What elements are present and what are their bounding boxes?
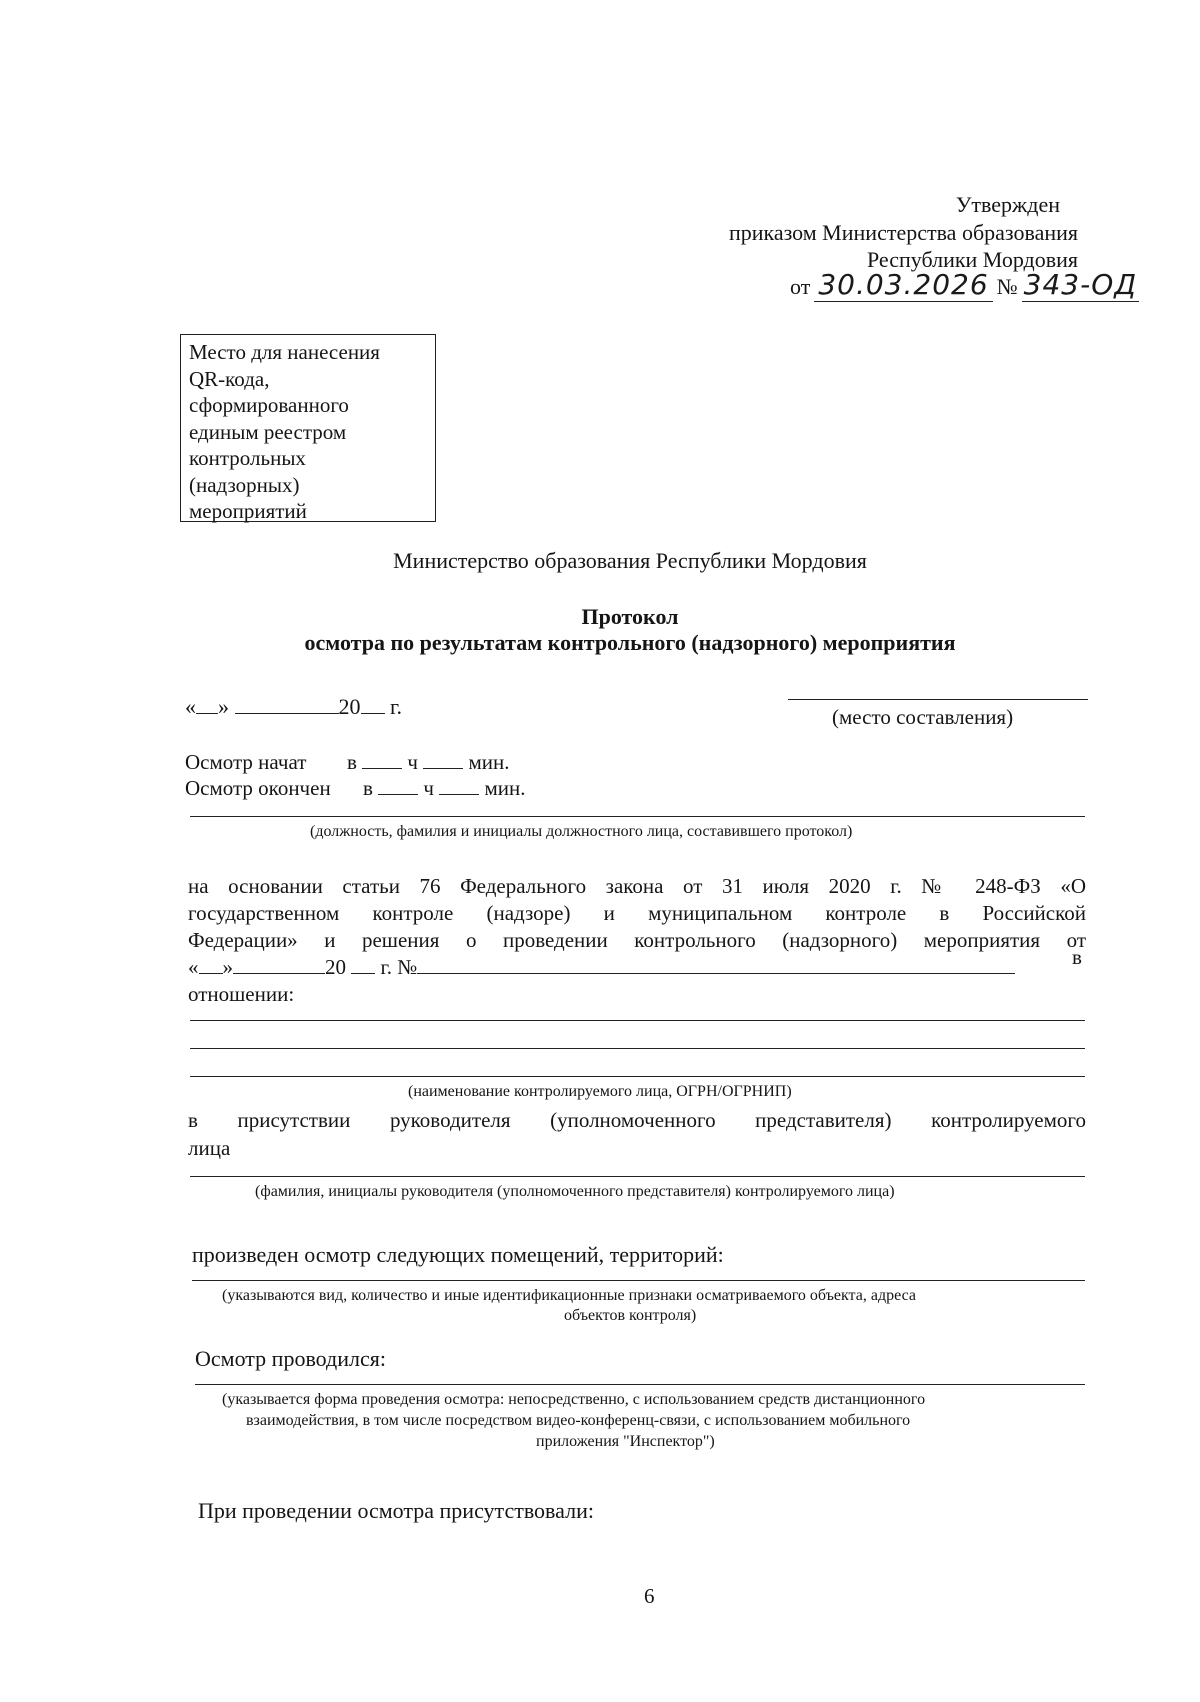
inspected-caption-1: (указываются вид, количество и иные идентификационные признаки осматриваемого объекта, адреса	[222, 1287, 916, 1304]
form-caption-3: приложения "Инспектор")	[536, 1433, 715, 1450]
inspected-caption-2: объектов контроля)	[564, 1307, 697, 1324]
controlled-entity-line-2[interactable]	[190, 1048, 1085, 1049]
conducted-field-line[interactable]	[195, 1384, 1085, 1385]
start-time-label: Осмотр начат	[185, 750, 307, 774]
place-caption: (место составления)	[832, 705, 1014, 729]
approval-order-line	[790, 268, 1139, 302]
official-caption: (должность, фамилия и инициалы должностного лица, составившего протокол)	[310, 823, 853, 840]
end-time-label: Осмотр окончен	[185, 776, 331, 800]
ministry-name: Министерство образования Республики Мордовия	[393, 548, 867, 573]
place-field-line[interactable]	[788, 699, 1088, 700]
representative-field-line[interactable]	[190, 1176, 1085, 1177]
qr-box-line: Место для нанесения	[189, 340, 380, 364]
document-subtitle: осмотра по результатам контрольного (надзорного) мероприятия	[304, 630, 956, 655]
start-minutes-field[interactable]	[423, 768, 463, 769]
qr-box-line: контрольных	[189, 446, 306, 470]
end-hours-field[interactable]	[378, 794, 418, 795]
qr-code-placeholder	[180, 334, 436, 522]
decision-month-field[interactable]	[233, 973, 325, 974]
document-title: Протокол	[581, 604, 679, 629]
approval-line-3: Республики Мордовия	[866, 247, 1078, 272]
start-hours-field[interactable]	[362, 768, 402, 769]
controlled-entity-line-3[interactable]	[190, 1076, 1085, 1077]
approval-date: 30.03.2026	[814, 268, 992, 302]
day-field[interactable]	[196, 713, 218, 714]
basis-line-3: Федерации» и решения о проведении контрольного (надзорного) мероприятия от	[188, 928, 1086, 952]
start-time-row: Осмотр начат в ч мин.	[185, 750, 510, 774]
qr-box-line: (надзорных)	[189, 472, 300, 497]
end-minutes-field[interactable]	[439, 794, 479, 795]
decision-number-field[interactable]	[417, 973, 1015, 974]
controlled-entity-line-1[interactable]	[190, 1020, 1085, 1021]
presence-line-2: лица	[188, 1136, 231, 1160]
controlled-entity-caption: (наименование контролируемого лица, ОГРН/ОГРНИП)	[408, 1083, 792, 1100]
approval-line-2: приказом Министерства образования	[728, 220, 1078, 245]
decision-year-field[interactable]	[351, 973, 375, 974]
qr-box-line: QR-кода,	[189, 366, 270, 391]
official-field-line[interactable]	[190, 816, 1085, 817]
basis-line-5: отношении:	[188, 982, 295, 1006]
inspected-field-line[interactable]	[192, 1280, 1085, 1281]
basis-line-4-end: в	[1072, 945, 1082, 969]
representative-caption: (фамилия, инициалы руководителя (уполномоченного представителя) контролируемого лица)	[255, 1183, 895, 1200]
end-time-row: Осмотр окончен в ч мин.	[185, 776, 526, 800]
approval-from-prefix: от	[790, 274, 811, 299]
decision-day-field[interactable]	[199, 973, 223, 974]
presence-line-1: в присутствии руководителя (уполномоченного представителя) контролируемого	[188, 1108, 1086, 1132]
approval-number-sign: №	[996, 274, 1018, 299]
approval-line-1: Утвержден	[955, 192, 1060, 217]
month-field[interactable]	[235, 713, 339, 714]
qr-box-line: единым реестром	[189, 419, 347, 444]
basis-line-4: « » 20 г. №	[188, 955, 1015, 980]
conducted-label: Осмотр проводился:	[195, 1346, 386, 1371]
year-field[interactable]	[361, 713, 385, 714]
basis-line-1: на основании статьи 76 Федерального закона от 31 июля 2020 г. № 248-ФЗ «О	[188, 874, 1086, 898]
inspected-label: произведен осмотр следующих помещений, территорий:	[192, 1242, 724, 1267]
form-caption-1: (указывается форма проведения осмотра: непосредственно, с использованием средств дистанционного	[222, 1391, 926, 1408]
protocol-date: « » 20 г.	[185, 694, 403, 719]
approval-number: 343-ОД	[1023, 268, 1138, 301]
basis-line-2: государственном контроле (надзоре) и муниципальном контроле в Российской	[188, 901, 1086, 925]
page-number: 6	[644, 1584, 655, 1608]
qr-box-line: сформированного	[189, 393, 349, 417]
present-label: При проведении осмотра присутствовали:	[198, 1498, 594, 1523]
form-caption-2: взаимодействия, в том числе посредством видео-конференц-связи, с использованием мобильного	[246, 1412, 911, 1429]
qr-box-line: мероприятий	[189, 499, 307, 523]
